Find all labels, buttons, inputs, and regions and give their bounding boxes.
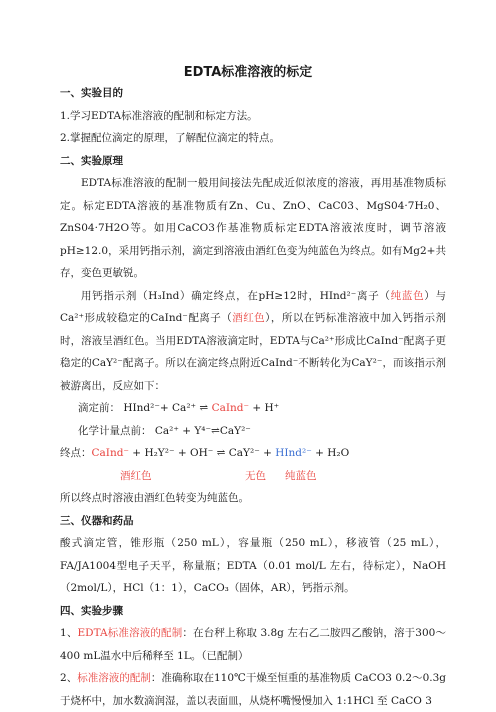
reaction-endpoint <box>60 442 446 465</box>
principle-p2-text-a: 用钙指示剂（H₃Ind）确定终点，在pH≥12时，HInd²⁻离子（ <box>81 289 391 302</box>
color-term-pure-blue: 纯蓝色 <box>390 289 425 302</box>
color-label-wine-red: 酒红色 <box>120 469 152 482</box>
reaction-label: 终点： <box>60 447 92 459</box>
section-heading-equipment: 三、仪器和药品 <box>60 514 134 527</box>
step-number: 2、 <box>60 672 78 684</box>
equilibrium-arrow-icon: ⇌ <box>216 447 226 459</box>
section-heading-purpose: 一、实验目的 <box>60 87 123 99</box>
reaction-equations <box>60 397 446 487</box>
reaction-product: CaY²⁻ + <box>225 447 276 459</box>
principle-conclusion: 所以终点时溶液由酒红色转变为纯蓝色。 <box>60 492 249 504</box>
section-heading-procedure: 四、实验步骤 <box>60 604 123 617</box>
step-text: ：准确称取在110℃干燥至恒重的基准物质 CaCO3 0.2～0.3g于烧杯中，加水数滴润湿，盖以表面皿，从烧杯嘴慢慢加入 1:1HCl 至 CaCO 3 <box>60 672 447 707</box>
indicator-ion: HInd²⁻ <box>275 447 312 459</box>
reaction-before-titration <box>78 397 446 420</box>
reaction-label: 滴定前： <box>78 402 120 414</box>
procedure-step-2 <box>60 667 446 712</box>
step-number: 1、 <box>60 627 78 639</box>
reaction-label: 化学计量点前： <box>78 424 152 437</box>
reaction-reactants: + H₂Y²⁻ + OH⁻ <box>128 447 217 459</box>
complex-ion: CaInd⁻ <box>211 402 250 414</box>
reaction-water: + H₂O <box>311 447 350 459</box>
document-title: EDTA标准溶液的标定 <box>183 65 313 80</box>
color-label-colorless: 无色 <box>245 469 266 482</box>
reaction-reactants: HInd²⁻+ Ca²⁺ <box>123 402 197 414</box>
reaction-products: + H⁺ <box>249 402 280 414</box>
reaction-equation: Ca²⁺ + Y⁴⁻⇌CaY²⁻ <box>154 424 251 437</box>
color-term-wine-red: 酒红色 <box>232 312 266 324</box>
equilibrium-arrow-icon: ⇌ <box>199 402 209 414</box>
color-label-pure-blue: 纯蓝色 <box>285 469 317 482</box>
complex-ion: CaInd⁻ <box>91 447 129 459</box>
purpose-item-2: 2.掌握配位滴定的原理，了解配位滴定的特点。 <box>60 132 281 144</box>
principle-paragraph-1: EDTA标准溶液的配制一般用间接法先配成近似浓度的溶液，再用基准物质标定。标定EDTA溶液的基准物质有Zn、Cu、ZnO、CaC03、MgS04·7H₂0、ZnS04·7H2O等。如用CaCO3作基准物质标定EDTA溶液浓度时，调节溶液pH≥12.0，采用钙指示剂，滴定到溶液由酒红色变为纯蓝色为终点。如有Mg2+共存，变色更敏锐。 <box>60 177 446 279</box>
reaction-stoichiometric <box>78 420 446 443</box>
document-body <box>60 82 446 712</box>
step-title: EDTA标准溶液的配制 <box>77 627 183 639</box>
equipment-text: 酸式滴定管，锥形瓶（250 mL），容量瓶（250 mL），移液管（25 mL），FA/JA1004型电子天平，称量瓶；EDTA（0.01 mol/L 左右，待标定），NaOH（2mol/L），HCl（1：1），CaCO₃（固体，AR），钙指示剂。 <box>60 537 446 594</box>
step-title: 标准溶液的配制 <box>77 672 151 684</box>
principle-paragraph-2 <box>60 285 446 398</box>
principle-p2-text-c: ），所以在钙标准溶液中加入钙指示剂时，溶液呈酒红色。当用EDTA溶液滴定时，EDTA与Ca²⁺形成比CaInd⁻配离子更稳定的CaY²⁻配离子。所以在滴定终点附近CaInd⁻不断转化为CaY²⁻，而该指示剂被游离出，反应如下： <box>60 312 447 392</box>
step-text: ：在台秤上称取 3.8g 左右乙二胺四乙酸钠，溶于300～400 mL温水中后稀释至 1L。（已配制） <box>60 627 446 662</box>
procedure-step-1 <box>60 622 446 667</box>
section-heading-principle: 二、实验原理 <box>60 154 123 167</box>
principle-p2-text-b: ）与Ca²⁺形成较稳定的CaInd⁻配离子（ <box>60 289 447 324</box>
color-labels-row <box>120 465 446 488</box>
purpose-item-1: 1.学习EDTA标准溶液的配制和标定方法。 <box>60 109 258 122</box>
